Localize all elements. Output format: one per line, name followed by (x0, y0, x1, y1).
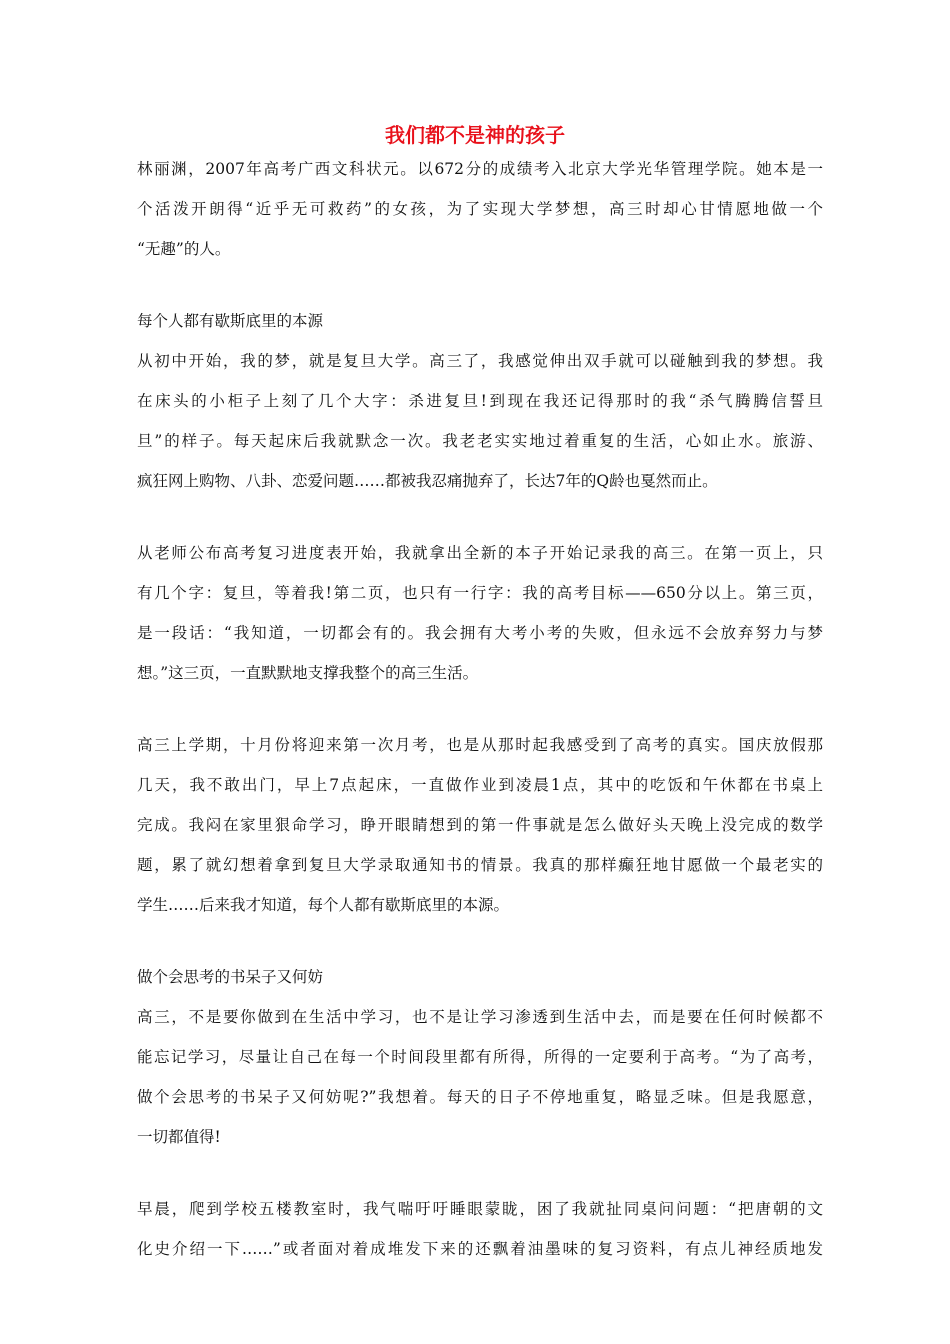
text-line: “无趣”的人。 (137, 240, 231, 258)
paragraph (137, 725, 823, 925)
text-line: 疯狂网上购物、八卦、恋爱问题……都被我忍痛抛弃了，长达7年的Q龄也戛然而止。 (137, 472, 718, 490)
text-line: 学生……后来我才知道，每个人都有歇斯底里的本源。 (137, 896, 510, 914)
page-title: 我们都不是神的孩子 (385, 123, 565, 147)
text-line: 从初中开始，我的梦，就是复旦大学。高三了，我感觉伸出双手就可以碰触到我的梦想。我 (137, 352, 823, 370)
text-line: 想。”这三页，一直默默地支撑我整个的高三生活。 (137, 664, 479, 682)
text-line: 几天，我不敢出门，早上7点起床，一直做作业到凌晨1点，其中的吃饭和午休都在书桌上 (137, 776, 823, 794)
paragraph-gap (137, 693, 823, 725)
paragraph-gap (137, 501, 823, 533)
paragraph (137, 1189, 823, 1269)
text-line: 林丽渊，2007年高考广西文科状元。以672分的成绩考入北京大学光华管理学院。她本是一 (137, 160, 823, 178)
paragraph-gap (137, 1157, 823, 1189)
text-line: 早晨，爬到学校五楼教室时，我气喘吁吁睡眼蒙眬，困了我就扯同桌问问题：“把唐朝的文 (137, 1200, 823, 1218)
text-line: 题，累了就幻想着拿到复旦大学录取通知书的情景。我真的那样癫狂地甘愿做一个最老实的 (137, 856, 823, 874)
text-line: 做个会思考的书呆子又何妨呢?”我想着。每天的日子不停地重复，略显乏味。但是我愿意， (137, 1088, 823, 1106)
text-line: 是一段话：“我知道，一切都会有的。我会拥有大考小考的失败，但永远不会放弃努力与梦 (137, 624, 823, 642)
text-line: 在床头的小柜子上刻了几个大字：杀进复旦!到现在我还记得那时的我“杀气腾腾信誓旦 (137, 392, 823, 410)
paragraph (137, 341, 823, 501)
text-line: 一切都值得! (137, 1128, 221, 1146)
intro-paragraph (137, 149, 823, 269)
section-heading: 每个人都有歇斯底里的本源 (137, 312, 324, 330)
text-line: 有几个字：复旦，等着我!第二页，也只有一行字：我的高考目标——650分以上。第三页， (137, 584, 823, 602)
text-line: 化史介绍一下……”或者面对着成堆发下来的还飘着油墨味的复习资料，有点儿神经质地发 (137, 1240, 823, 1258)
paragraph (137, 533, 823, 693)
text-line: 完成。我闷在家里狠命学习，睁开眼睛想到的第一件事就是怎么做好头天晚上没完成的数学 (137, 816, 823, 834)
paragraph-gap (137, 925, 823, 957)
text-line: 旦”的样子。每天起床后我就默念一次。我老老实实地过着重复的生活，心如止水。旅游、 (137, 432, 823, 450)
section-heading: 做个会思考的书呆子又何妨 (137, 968, 324, 986)
text-line: 能忘记学习，尽量让自己在每一个时间段里都有所得，所得的一定要利于高考。“为了高考， (137, 1048, 823, 1066)
text-line: 高三上学期，十月份将迎来第一次月考，也是从那时起我感受到了高考的真实。国庆放假那 (137, 736, 823, 754)
text-line: 个活泼开朗得“近乎无可救药”的女孩，为了实现大学梦想，高三时却心甘情愿地做一个 (137, 200, 823, 218)
article-body (137, 149, 823, 1269)
paragraph-gap (137, 269, 823, 301)
text-line: 从老师公布高考复习进度表开始，我就拿出全新的本子开始记录我的高三。在第一页上，只 (137, 544, 823, 562)
text-line: 高三，不是要你做到在生活中学习，也不是让学习渗透到生活中去，而是要在任何时候都不 (137, 1008, 823, 1026)
paragraph (137, 997, 823, 1157)
